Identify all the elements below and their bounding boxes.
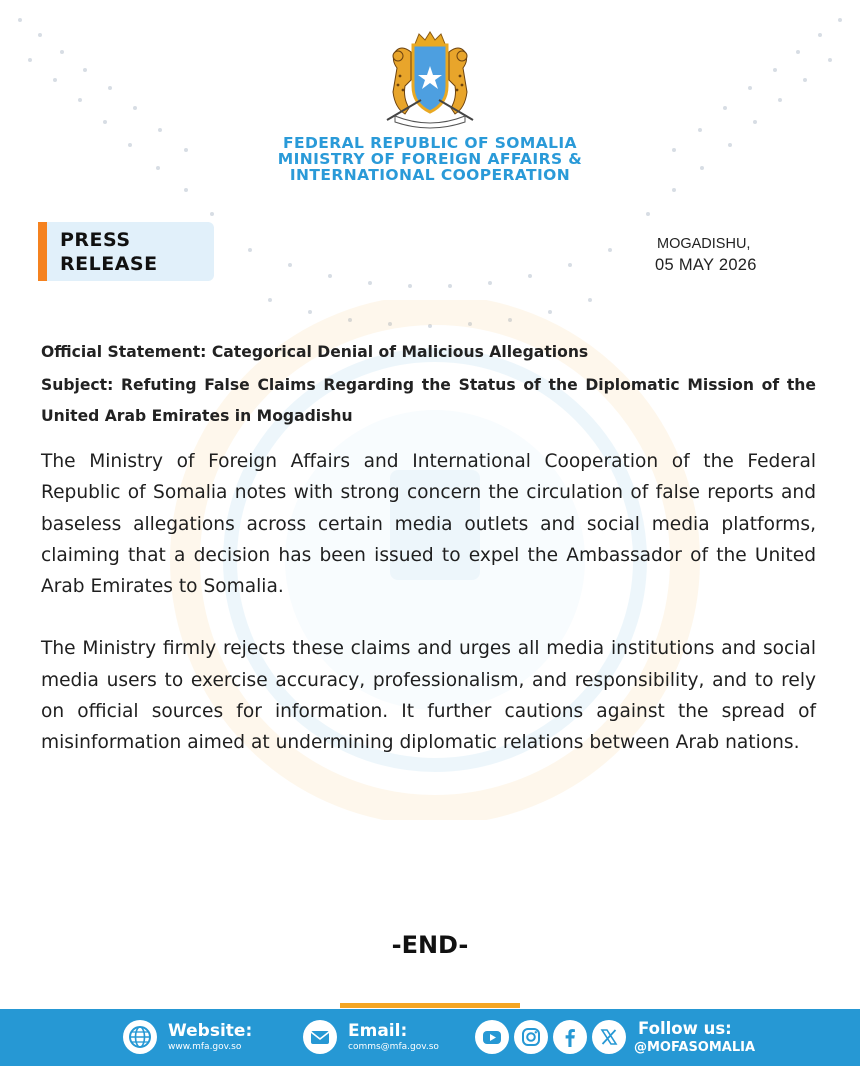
coat-of-arms-emblem <box>373 30 488 130</box>
facebook-icon[interactable] <box>553 1020 587 1054</box>
globe-icon[interactable] <box>123 1020 157 1054</box>
press-release-body <box>41 338 816 759</box>
ministry-line-1: FEDERAL REPUBLIC OF SOMALIA <box>283 134 577 152</box>
press-release-line-1: PRESS <box>60 229 131 251</box>
body-paragraph: The Ministry of Foreign Affairs and International Cooperation of the Federal Republic of Somalia notes with strong concern the circulation of false reports and baseless allegations across certain media outlets and social media platforms, claiming that a decision has been issued to expel the Ambassador of the United Arab Emirates to Somalia. <box>41 451 816 598</box>
youtube-icon[interactable] <box>475 1020 509 1054</box>
dateline <box>655 236 757 275</box>
email-link[interactable]: comms@mfa.gov.so <box>348 1042 439 1052</box>
press-release-accent-bar <box>38 222 47 281</box>
ministry-name <box>0 135 860 183</box>
statement-title: Official Statement: Categorical Denial of Malicious Allegations <box>41 343 589 361</box>
website-label: Website: <box>168 1021 253 1041</box>
footer-contact-bar <box>0 1009 860 1066</box>
press-release-badge <box>38 222 214 281</box>
ministry-line-3: INTERNATIONAL COOPERATION <box>289 166 571 184</box>
footer-accent-line <box>340 1003 520 1008</box>
end-marker: -END- <box>391 931 469 959</box>
press-release-label <box>60 228 158 276</box>
header <box>0 30 860 183</box>
body-paragraph: The Ministry firmly rejects these claims and urges all media institutions and social media users to exercise accuracy, professionalism, and responsibility, and to rely on official sources for information. It further cautions against the spread of misinformation aimed at undermining diplomatic relations between Arab nations. <box>41 638 816 754</box>
x-icon[interactable] <box>592 1020 626 1054</box>
social-handle[interactable]: @MOFASOMALIA <box>634 1040 756 1055</box>
statement-subject: Subject: Refuting False Claims Regarding the Status of the Diplomatic Mission of the United Arab Emirates in Mogadishu <box>41 376 816 425</box>
website-link[interactable]: www.mfa.gov.so <box>168 1042 242 1052</box>
press-release-line-2: RELEASE <box>60 253 158 275</box>
instagram-icon[interactable] <box>514 1020 548 1054</box>
ministry-line-2: MINISTRY OF FOREIGN AFFAIRS & <box>277 150 583 168</box>
dateline-city: MOGADISHU, <box>657 236 751 252</box>
follow-us-label: Follow us: <box>638 1019 732 1038</box>
email-label: Email: <box>348 1021 408 1041</box>
envelope-icon[interactable] <box>303 1020 337 1054</box>
dateline-date: 05 MAY 2026 <box>655 256 757 274</box>
